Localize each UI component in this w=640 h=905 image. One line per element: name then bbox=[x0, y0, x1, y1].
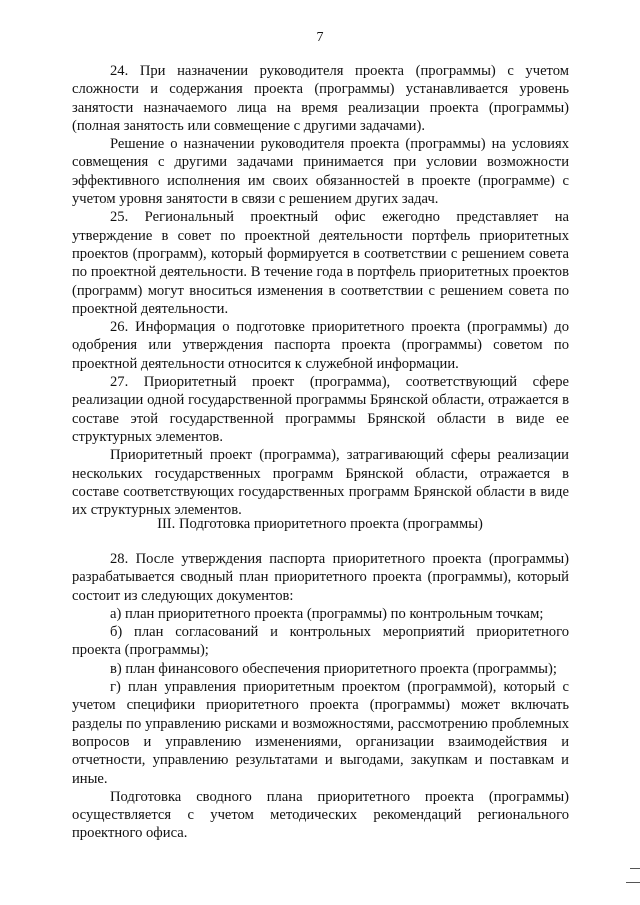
paragraph-24: 24. При назначении руководителя проекта (программы) с учетом сложности и содержания проекта (программы) устанавливается уровень занятости назначаемого лица на время реализации проекта (программы) (полная занятость или совмещение с другими задачами). bbox=[72, 63, 569, 134]
paragraph-27: 27. Приоритетный проект (программа), соответствующий сфере реализации одной государственной программы Брянской области, отражается в составе этой государственной программы Брянской области в виде ее структурных элементов. bbox=[72, 374, 569, 445]
section-heading: III. Подготовка приоритетного проекта (программы) bbox=[157, 516, 483, 532]
list-item-g: г) план управления приоритетным проектом (программой), который с учетом специфики приоритетного проекта (программы) может включать разделы по управлению рисками и возможностями, рассмотрению проблемных вопросов и управлению изменениями, организации взаимодействия и отчетности, управлению результатами и выгодами, закупкам и поставкам и иные. bbox=[72, 679, 569, 787]
paragraph-28: 28. После утверждения паспорта приоритетного проекта (программы) разрабатывается сводный план приоритетного проекта (программы), который состоит из следующих документов: bbox=[72, 551, 569, 604]
paragraph-25: 25. Региональный проектный офис ежегодно представляет на утверждение в совет по проектной деятельности портфель приоритетных проектов (программ), который формируется в соответствии с решением совета по проектной деятельности. В течение года в портфель приоритетных проектов (программ) могут вноситься изменения в соответствии с решением совета по проектной деятельности. bbox=[72, 209, 569, 317]
paragraph-26: 26. Информация о подготовке приоритетного проекта (программы) до одобрения или утверждения паспорта проекта (программы) советом по проектной деятельности относится к служебной информации. bbox=[72, 319, 569, 372]
list-item-v: в) план финансового обеспечения приоритетного проекта (программы); bbox=[110, 660, 557, 677]
text-block-before-heading bbox=[72, 62, 569, 519]
paragraph-28-final: Подготовка сводного плана приоритетного проекта (программы) осуществляется с учетом методических рекомендаций регионального проектного офиса. bbox=[72, 788, 569, 842]
page-number: 7 bbox=[316, 30, 324, 45]
list-item-b: б) план согласований и контрольных мероприятий приоритетного проекта (программы); bbox=[72, 624, 569, 659]
margin-mark bbox=[630, 868, 640, 869]
margin-mark bbox=[626, 882, 640, 883]
paragraph-27-continued: Приоритетный проект (программа), затрагивающий сферы реализации нескольких государственных программ Брянской области, отражается в составе соответствующих государственных программ Брянской области в виде их структурных элементов. bbox=[72, 447, 569, 519]
text-block-after-heading bbox=[72, 550, 569, 843]
paragraph-24-continued: Решение о назначении руководителя проекта (программы) на условиях совмещения с другими задачами принимается при условии возможности эффективного исполнения им своих обязанностей в проекте (программе) с учетом уровня занятости в связи с решением других задач. bbox=[72, 136, 569, 208]
list-item-a: а) план приоритетного проекта (программы) по контрольным точкам; bbox=[110, 605, 544, 622]
